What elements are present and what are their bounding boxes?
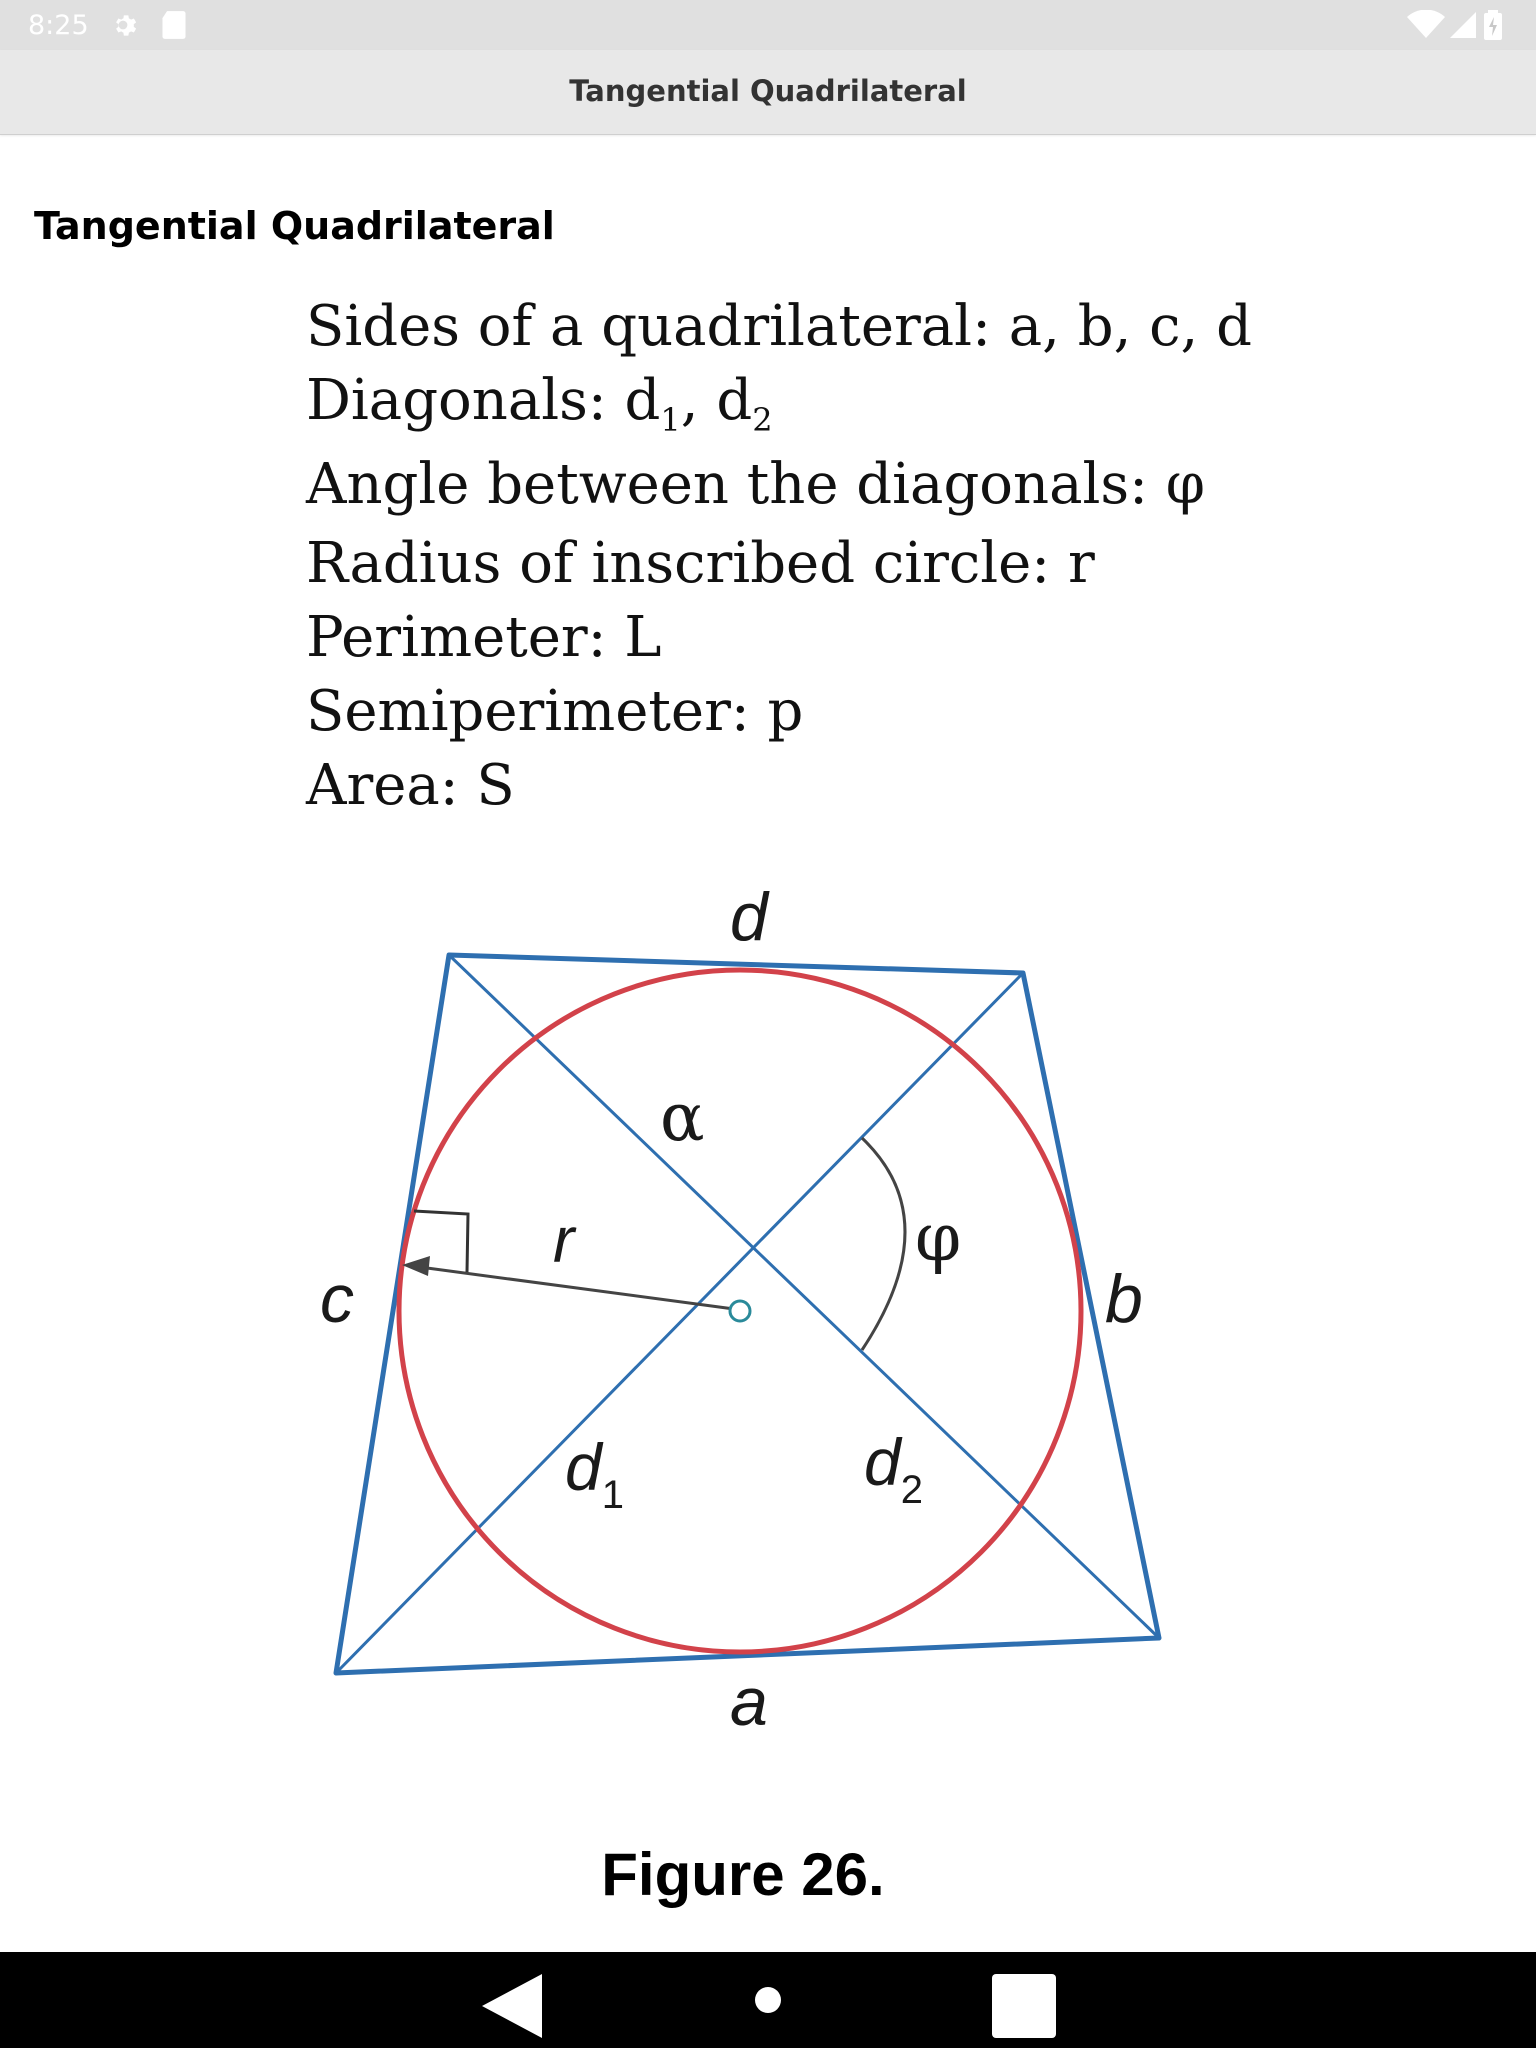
label-r: r [553,1204,575,1276]
definition-radius: Radius of inscribed circle: r [306,531,1095,596]
figure-caption: Figure 26. [601,1841,885,1908]
radius-arrowhead [402,1256,430,1276]
app-title: Tangential Quadrilateral [569,74,967,108]
diagonal-2-subscript: 2 [752,401,773,439]
navigation-bar [0,1952,1536,2048]
home-icon[interactable] [752,1984,784,2016]
diagonal-1-subscript: 1 [660,401,681,439]
definition-angle: Angle between the diagonals: φ [306,452,1205,517]
center-point [730,1301,750,1321]
label-c: c [320,1261,354,1337]
diagonals-prefix: Diagonals: [306,368,625,433]
label-a: a [730,1664,768,1740]
label-d2 [864,1425,923,1512]
label-alpha: α [660,1079,705,1156]
diagonal-separator: , [680,368,717,433]
definition-area: Area: S [306,753,515,818]
definition-semiperimeter: Semiperimeter: p [306,679,804,744]
label-d2-letter: d [864,1425,901,1499]
label-d1 [565,1430,624,1517]
recents-icon[interactable] [990,1972,1058,2040]
label-d1-subscript: 1 [601,1473,624,1517]
label-d1-letter: d [565,1430,602,1504]
status-time: 8:25 [28,10,89,41]
page-title: Tangential Quadrilateral [34,204,555,248]
diagonal-d1-line [336,973,1023,1673]
diagonal-1: d [624,368,661,433]
label-b: b [1105,1261,1143,1337]
label-phi: φ [915,1199,962,1276]
angle-phi-arc [862,1138,905,1350]
label-d2-subscript: 2 [900,1468,923,1512]
radius-segment [402,1211,750,1321]
definition-perimeter: Perimeter: L [306,605,662,670]
label-d: d [730,879,768,955]
diagonal-2: d [716,368,753,433]
definition-sides: Sides of a quadrilateral: a, b, c, d [306,294,1252,359]
diagonal-d2-line [449,955,1159,1638]
back-icon[interactable] [478,1972,546,2040]
